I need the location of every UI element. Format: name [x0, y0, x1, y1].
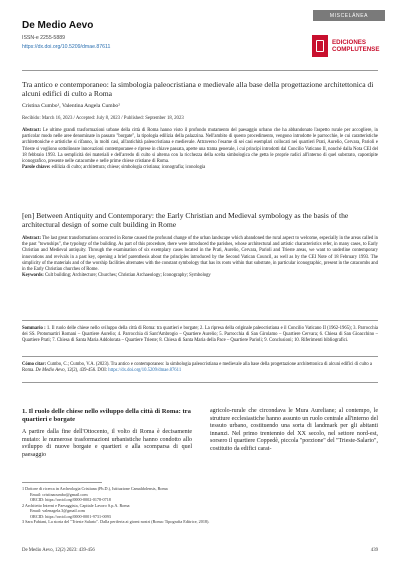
body-column-left — [22, 408, 192, 459]
footnote-2: 2 Architetto Interni e Paesaggista, Capitale Lavoro S.p.A. Roma — [22, 502, 130, 508]
section-tab: MISCELÁNEA — [313, 10, 385, 21]
header-divider — [22, 70, 378, 71]
abstract-it — [22, 128, 378, 171]
issn-label: ISSN-e 2255-5889 — [22, 35, 65, 41]
footnote-1: 1 Dottore di ricerca in Archeologia Cristiana (Ph.D.), Istituzione Camaldolensis, Roma — [22, 486, 168, 491]
citation-journal: De Medio Aevo — [35, 368, 65, 374]
abstract-en — [22, 236, 378, 279]
abstract-it-label: Abstract: — [22, 128, 42, 133]
citation-doi-link[interactable]: https://dx.doi.org/10.5209/dmae.87611 — [108, 368, 182, 374]
publisher-logo — [312, 28, 386, 64]
abstract-en-label: Abstract: — [22, 236, 42, 241]
page-number: 439 — [370, 548, 378, 553]
publisher-line-1: EDICIONES — [332, 38, 367, 46]
doi-link[interactable]: https://dx.doi.org/10.5209/dmae.87611 — [22, 44, 111, 50]
footnote-1-email: Email: cristinacumbo@gmail.com — [30, 491, 88, 497]
footnote-1-orcid: ORCID: https://orcid.org/0000-0002-0178-0718 — [30, 497, 111, 502]
citation — [22, 362, 378, 374]
body-paragraph-left: A partire dalla fine dell'Ottocento, il volto di Roma è decisamente mutato: le numerose trasformazioni urbanistiche hanno condotto allo sviluppo di nuove borgate e quartieri e alla scomparsa di quel paesaggio — [22, 429, 192, 458]
publication-dates: Recibido: March 16, 2023 / Accepted: July 8, 2023 / Published: September 18, 2023 — [22, 116, 184, 121]
footnotes — [22, 486, 378, 525]
keywords-en: Cult building; Architecture; Churches; Christian Archaeology; Iconography; Symbology — [45, 273, 211, 279]
section-heading: 1. Il ruolo delle chiese nello sviluppo della città di Roma: tra quartieri e borgate — [22, 408, 191, 423]
summary-divider-bottom — [22, 356, 378, 357]
citation-divider — [22, 382, 378, 383]
authors: Cristina Cumbo¹, Valentina Angela Cumbo² — [22, 103, 120, 109]
footnote-3: 3 Sara Fabiani, La storia del "Trieste Salario". Dalla periferia ai giorni nostri (Roma: Tipografia Editrice, 2018). — [22, 519, 210, 524]
journal-title: De Medio Aevo — [22, 20, 94, 31]
keywords-it-label: Parole chiave: — [22, 165, 51, 171]
body-paragraph-right: agricolo-rurale che circondava le Mura Aureliane; al contempo, le strutture ecclesiastiche hanno assunto un ruolo centrale all'interno del tessuto urbano, costituendo una sorta di landmark per gli abitanti innanzi. Nel primo trentennio del XX secolo, nel settore nord-est, sorsero il quartiere Coppedè, piccola "porzione" del "Trieste-Salario", costituito da edifici carat- — [210, 408, 378, 452]
publisher-line-2: COMPLUTENSE — [332, 46, 380, 53]
keywords-en-label: Keywords: — [22, 273, 44, 279]
publisher-emblem-icon — [312, 35, 328, 57]
article-title-en: [en] Between Antiquity and Contemporary: the Early Christian and Medieval symbology as the basis of the architectural design of some cult building in Rome — [22, 211, 349, 230]
article-title-it: Tra antico e contemporaneo: la simbologia paleocristiana e medievale alla base della progettazione architettonica di alcuni edifici di culto a Roma — [22, 80, 374, 99]
summary-label: Sommario : — [22, 326, 46, 331]
citation-text: Cumbo, C.; Cumbo, V.A. (2023). Tra antico e contemporaneo: la simbologia paleocristiana e medievale alla base della progettazione architettonica di alcuni edifici di culto a Roma. — [22, 362, 372, 374]
footnote-2-orcid: ORCID: https://orcid.org/0000-0001-9731-0093 — [30, 513, 111, 519]
summary-divider-top — [22, 320, 378, 321]
body-column-right — [210, 408, 378, 454]
footnote-2-email: Email: valenagela.3@gmail.com — [30, 508, 85, 513]
summary-text: 1. Il ruolo delle chiese nello sviluppo della città di Roma: tra quartieri e borgate; 2. La ripresa della originale paleocristiana e il Concilio Vaticano II (1962-1965); 3. Parrocchia dei SS. Protomartiri Romani – Quartiere Aurelio; 4. Parrocchia di Sant'Ambrogio – Quartiere Aurelio; 5. Parrocchia di San Girolamo – Quartiere Cervara; 6. Chiesa di San Gioacchino – Quartiere Prati; 7. Chiesa di Santa Maria Addolorata – Quartiere Trieste; 8. Chiesa di Santa Maria della Pace – Quartiere Parioli; 9. Conclusioni; 10. Riferimenti bibliografici. — [22, 326, 378, 344]
citation-pages: , 12(2), 439-456. DOI: — [64, 368, 108, 374]
footer-citation: De Medio Aevo, 12(2) 2023: 439-456 — [22, 548, 95, 553]
citation-label: Cómo citar: — [22, 362, 47, 367]
keywords-it: edilizia di culto; architettura; chiese; simbologia cristiana; iconografia; iconologia — [51, 165, 206, 171]
footnote-divider — [22, 482, 102, 483]
abstract-en-text: The last great transformations occurred in Rome caused the profound change of the urban landscape which abandoned the rural aspect to welcome, especially in the areas called in the past "townships", the typology of the building. As part of this procedure, there were introduced the parishes, whose architectural and artistic characteristics refer, in many cases, to Early Christian and Medieval antiquity. Through the examination of six exemplary cases located in the Prati, Aurelio, Cervara, Parioli and Trieste areas, we want to underline contemporary innovations and revivals in a past key, opening a brief parenthesis about the principles introduced by the Second Vatican Council, as well as by the CEI Note of 18 February 1993. The simplicity of the materials and of the worship facilities alternates with the constant symbology that has its roots within that substrate, in particular iconographic, present in the catacombs and in the Early Christian churches of Rome. — [22, 236, 379, 273]
summary — [22, 326, 378, 345]
abstract-it-text: Le ultime grandi trasformazioni urbane della città di Roma hanno visto il profondo mutamento del paesaggio urbano che ha abbandonato l'aspetto rurale per accogliere, in particolar modo nelle aree denominate in passato "borgate", la tipologia edilizia della palazzina. Nell'ambito di questo procedimento, vengono introdotte le parrocchie, le cui caratteristiche architettoniche e artistiche si rifanno, in molti casi, all'antichità paleocristiana e medievale. Attraverso l'esame di sei casi esemplari collocati nei quartieri Prati, Aurelio, Cervara, Parioli e Trieste si vogliono sottolineare innovazioni contemporanee e riprese in chiave passata, aperte una trama generale, i cui principi introdotti dal Concilio Vaticano II, nonché dalla Nota CEI del 18 febbraio 1993. La semplicità dei materiali e dell'arredo di culto si alterna con la ricchezza della scelta simbologica che getta le proprie radici all'interno di quel substrato, capostipite iconografico, presente nelle catacombe e nelle prime chiese cristiane di Roma. — [22, 128, 379, 165]
